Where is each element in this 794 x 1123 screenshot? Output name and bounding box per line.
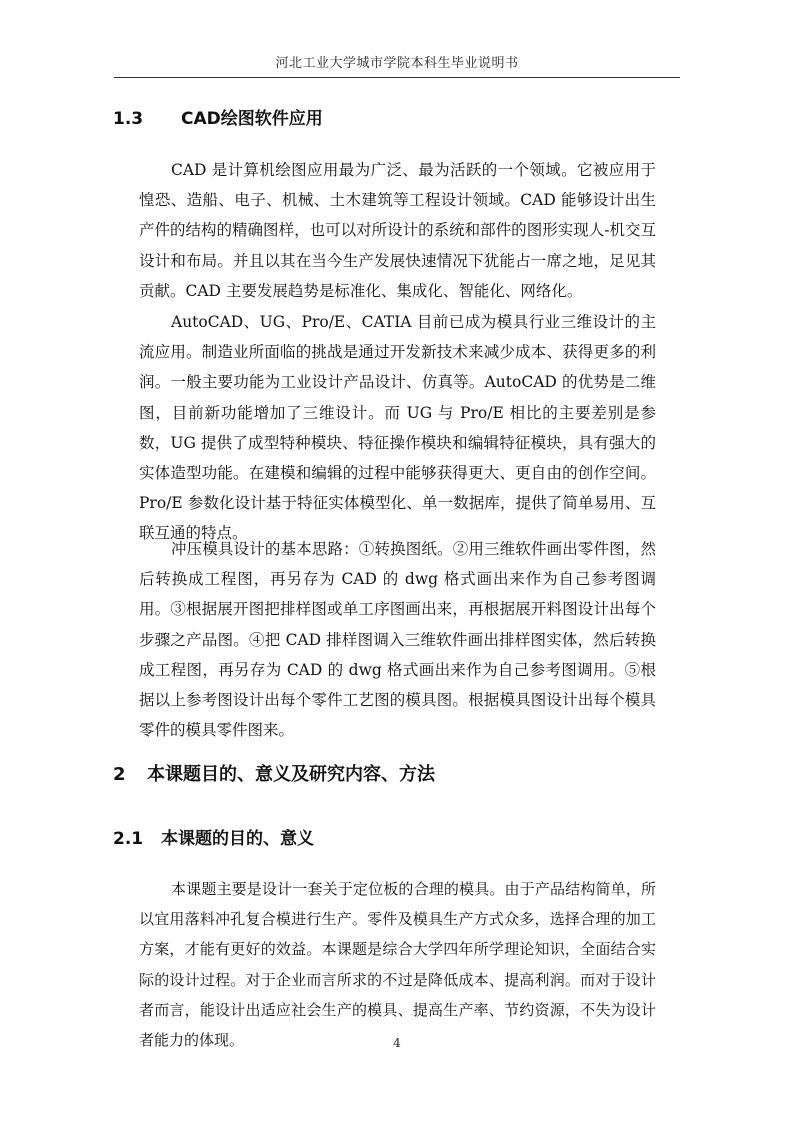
body-paragraph: 冲压模具设计的基本思路：①转换图纸。②用三维软件画出零件图，然后转换成工程图，再另存为 CAD 的 dwg 格式画出来作为自己参考图调用。③根据展开图把排样图或单工序图画出来，再根据展开料图设计出每个步骤之产品图。④把 CAD 排样图调入三维软件画出排样图实体，然后转换成工程图，再另存为 CAD 的 dwg 格式画出来作为自己参考图调用。⑤根据以上参考图设计出每个零件工艺图的模具图。根据模具图设计出每个模具零件的模具零件图来。 bbox=[139, 540, 656, 740]
page-number: 4 bbox=[393, 1036, 401, 1050]
section-heading-2-1 bbox=[113, 824, 314, 849]
chapter-heading-2 bbox=[113, 760, 435, 786]
chapter-number: 2 bbox=[113, 764, 126, 785]
chapter-title: 本课题目的、意义及研究内容、方法 bbox=[147, 764, 435, 785]
body-paragraph: 本课题主要是设计一套关于定位板的合理的模具。由于产品结构简单，所以宜用落料冲孔复合模进行生产。零件及模具生产方式众多，选择合理的加工方案，才能有更好的效益。本课题是综合大学四年所学理论知识，全面结合实际的设计过程。对于企业而言所求的不过是降低成本、提高利润。而对于设计者而言，能设计出适应社会生产的模具、提高生产率、节约资源，不失为设计者能力的体现。 bbox=[139, 880, 656, 1050]
section-number: 2.1 bbox=[113, 829, 144, 849]
section-title: CAD绘图软件应用 bbox=[181, 109, 323, 129]
page-header: 河北工业大学城市学院本科生毕业说明书 bbox=[275, 56, 519, 71]
section-title: 本课题的目的、意义 bbox=[161, 829, 314, 849]
section-heading-1-3 bbox=[113, 104, 323, 129]
body-paragraph: AutoCAD、UG、Pro/E、CATIA 目前已成为模具行业三维设计的主流应用。制造业所面临的挑战是通过开发新技术来减少成本、获得更多的利润。一般主要功能为工业设计产品设计、仿真等。AutoCAD 的优势是二维图，目前新功能增加了三维设计。而 UG 与 Pro/E 相比的主要差别是参数，UG 提供了成型特种模块、特征操作模块和编辑特征模块，具有强大的实体造型功能。在建模和编辑的过程中能够获得更大、更自由的创作空间。Pro/E 参数化设计基于特征实体模型化、单一数据库，提供了简单易用、互联互通的特点。 bbox=[139, 313, 656, 543]
section-number: 1.3 bbox=[113, 109, 144, 129]
body-paragraph: CAD 是计算机绘图应用最为广泛、最为活跃的一个领域。它被应用于惶恐、造船、电子、机械、土木建筑等工程设计领域。CAD 能够设计出生产件的结构的精确图样，也可以对所设计的系统和部件的图形实现人-机交互设计和布局。并且以其在当今生产发展快速情况下犹能占一席之地，足见其贡献。CAD 主要发展趋势是标准化、集成化、智能化、网络化。 bbox=[139, 161, 656, 300]
header-divider bbox=[114, 77, 680, 78]
